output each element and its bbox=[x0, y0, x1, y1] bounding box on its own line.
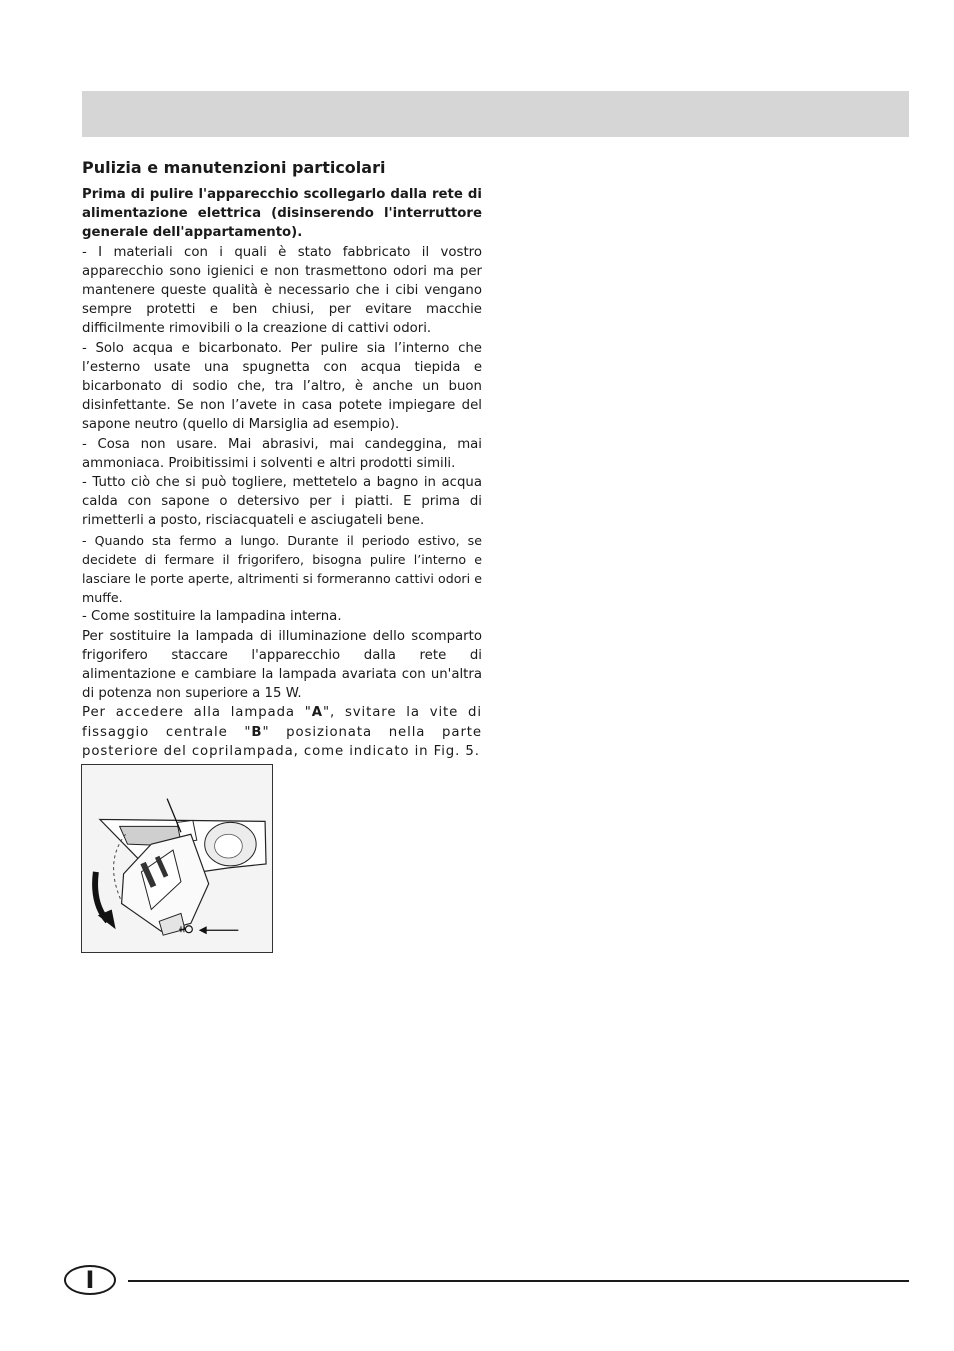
lamp-cover-drawing bbox=[82, 765, 272, 952]
language-badge: I bbox=[64, 1265, 116, 1295]
header-band bbox=[82, 91, 909, 137]
paragraph-removable-parts: - Tutto ciò che si può togliere, mettetelo a bagno in acqua calda con sapone o detersivo per i piatti. E prima di rimetterli a posto, risciacquateli e asciugateli bene. bbox=[82, 475, 482, 529]
paragraph-long-stop: - Quando sta fermo a lungo. Durante il periodo estivo, se decidete di fermare il frigorifero, bisogna pulire l’interno e lasciare le porte aperte, altrimenti si formeranno cattivi odori e muffe. bbox=[82, 532, 482, 606]
paragraph-materials: - I materiali con i quali è stato fabbricato il vostro apparecchio sono igienici e non trasmettono odori ma per mantenere queste qualità è necessario che i cibi vengano sempre protetti e ben chiusi, per evitare macchie difficilmente rimovibili o la creazione di cattivi odori. bbox=[82, 244, 482, 337]
paragraph-lamp-heading: - Come sostituire la lampadina interna. bbox=[82, 609, 342, 625]
paragraph-bicarbonate: - Solo acqua e bicarbonato. Per pulire sia l’interno che l’esterno usate una spugnetta con acqua tiepida e bicarbonato di sodio che, tra l’altro, è anche un buon disinfettante. Se non l’avete in casa potete impiegare del sapone neutro (quello di Marsiglia ad esempio). bbox=[82, 340, 482, 433]
lamp-access-text-3: " posizionata nella parte posteriore del coprilampada, come indicato in Fig. 5. bbox=[82, 724, 483, 759]
text-column bbox=[82, 185, 482, 761]
label-b: B bbox=[251, 724, 263, 740]
warning-paragraph: Prima di pulire l'apparecchio scollegarlo dalla rete di alimentazione elettrica (disinserendo l'interruttore generale dell'appartamento). bbox=[82, 187, 482, 241]
label-a: A bbox=[311, 705, 323, 721]
lamp-access-text-1: Per accedere alla lampada " bbox=[82, 705, 312, 721]
lamp-cover-illustration bbox=[81, 764, 273, 953]
paragraph-lamp-replace: Per sostituire la lampada di illuminazione dello scomparto frigorifero staccare l'apparecchio dalla rete di alimentazione e cambiare la lampada avariata con un'altra di potenza non superiore a 15 W. bbox=[82, 628, 482, 702]
lamp-access-text-2: ", svitare la vite di fissaggio centrale " bbox=[82, 705, 482, 740]
footer-rule bbox=[128, 1280, 909, 1282]
section-title: Pulizia e manutenzioni particolari bbox=[82, 158, 386, 177]
paragraph-lamp-access bbox=[82, 703, 482, 761]
paragraph-do-not-use: - Cosa non usare. Mai abrasivi, mai candeggina, mai ammoniaca. Proibitissimi i solventi e altri prodotti simili. bbox=[82, 436, 482, 471]
